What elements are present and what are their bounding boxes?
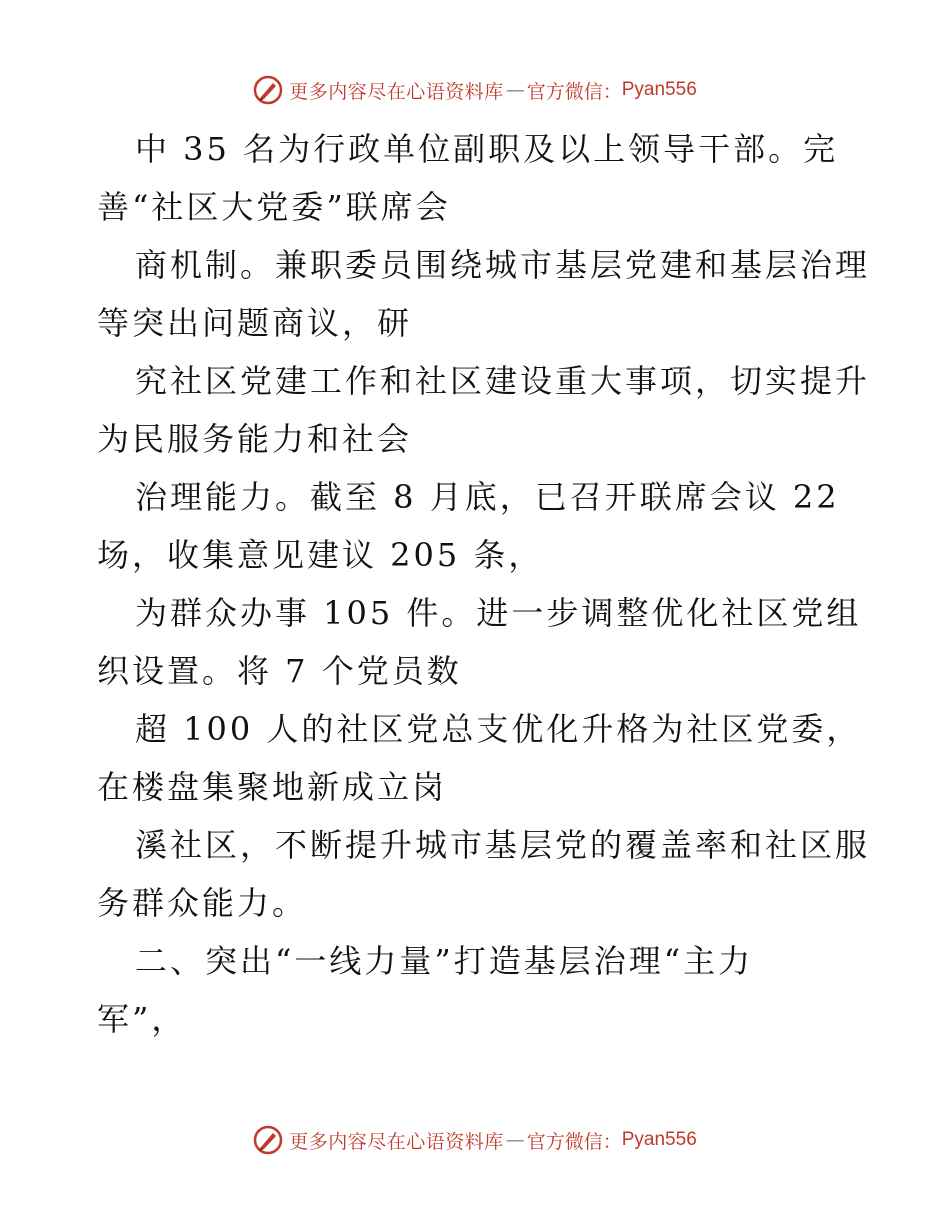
banner-text: 更多内容尽在心语资料库 bbox=[289, 80, 504, 103]
banner-contact-label: 官方微信： bbox=[526, 1130, 622, 1153]
paragraph bbox=[97, 816, 871, 932]
pen-logo-icon bbox=[253, 1125, 283, 1155]
paragraph bbox=[97, 120, 857, 236]
banner-separator: — bbox=[505, 1129, 525, 1151]
footer-watermark-banner bbox=[0, 1120, 950, 1160]
paragraph bbox=[97, 236, 871, 352]
paragraph-line: 场，收集意见建议 205 条， bbox=[97, 536, 544, 574]
banner-separator: — bbox=[505, 79, 525, 101]
paragraph bbox=[97, 700, 862, 816]
paragraph-line: 溪社区，不断提升城市基层党的覆盖率和社区服 bbox=[135, 826, 871, 864]
banner-contact-label: 官方微信： bbox=[526, 80, 622, 103]
header-watermark-banner bbox=[0, 70, 950, 110]
section-heading bbox=[97, 932, 857, 1048]
paragraph-line: 军”， bbox=[97, 1000, 187, 1038]
paragraph-line: 治理能力。截至 8 月底，已召开联席会议 22 bbox=[135, 478, 840, 516]
paragraph-line: 务群众能力。 bbox=[97, 884, 308, 922]
banner-text: 更多内容尽在心语资料库 bbox=[289, 1130, 504, 1153]
paragraph bbox=[97, 468, 857, 584]
paragraph-line: 在楼盘集聚地新成立岗 bbox=[97, 768, 448, 806]
document-body bbox=[97, 120, 871, 1048]
paragraph bbox=[97, 584, 862, 700]
paragraph-line: 二、突出“一线力量”打造基层治理“主力 bbox=[135, 942, 754, 980]
paragraph-line: 为群众办事 105 件。进一步调整优化社区党组 bbox=[135, 594, 862, 632]
pen-logo-icon bbox=[253, 75, 283, 105]
paragraph-line: 善“社区大党委”联席会 bbox=[97, 188, 451, 226]
paragraph-line: 等突出问题商议，研 bbox=[97, 304, 413, 342]
paragraph-line: 织设置。将 7 个党员数 bbox=[97, 652, 462, 690]
paragraph-line: 商机制。兼职委员围绕城市基层党建和基层治理 bbox=[135, 246, 871, 284]
banner-contact-id: Pyan556 bbox=[621, 1129, 697, 1150]
paragraph-line: 为民服务能力和社会 bbox=[97, 420, 413, 458]
paragraph-line: 中 35 名为行政单位副职及以上领导干部。完 bbox=[135, 130, 839, 168]
paragraph-line: 究社区党建工作和社区建设重大事项，切实提升 bbox=[135, 362, 871, 400]
banner-contact-id: Pyan556 bbox=[621, 79, 697, 100]
paragraph-line: 超 100 人的社区党总支优化升格为社区党委， bbox=[135, 710, 862, 748]
paragraph bbox=[97, 352, 871, 468]
